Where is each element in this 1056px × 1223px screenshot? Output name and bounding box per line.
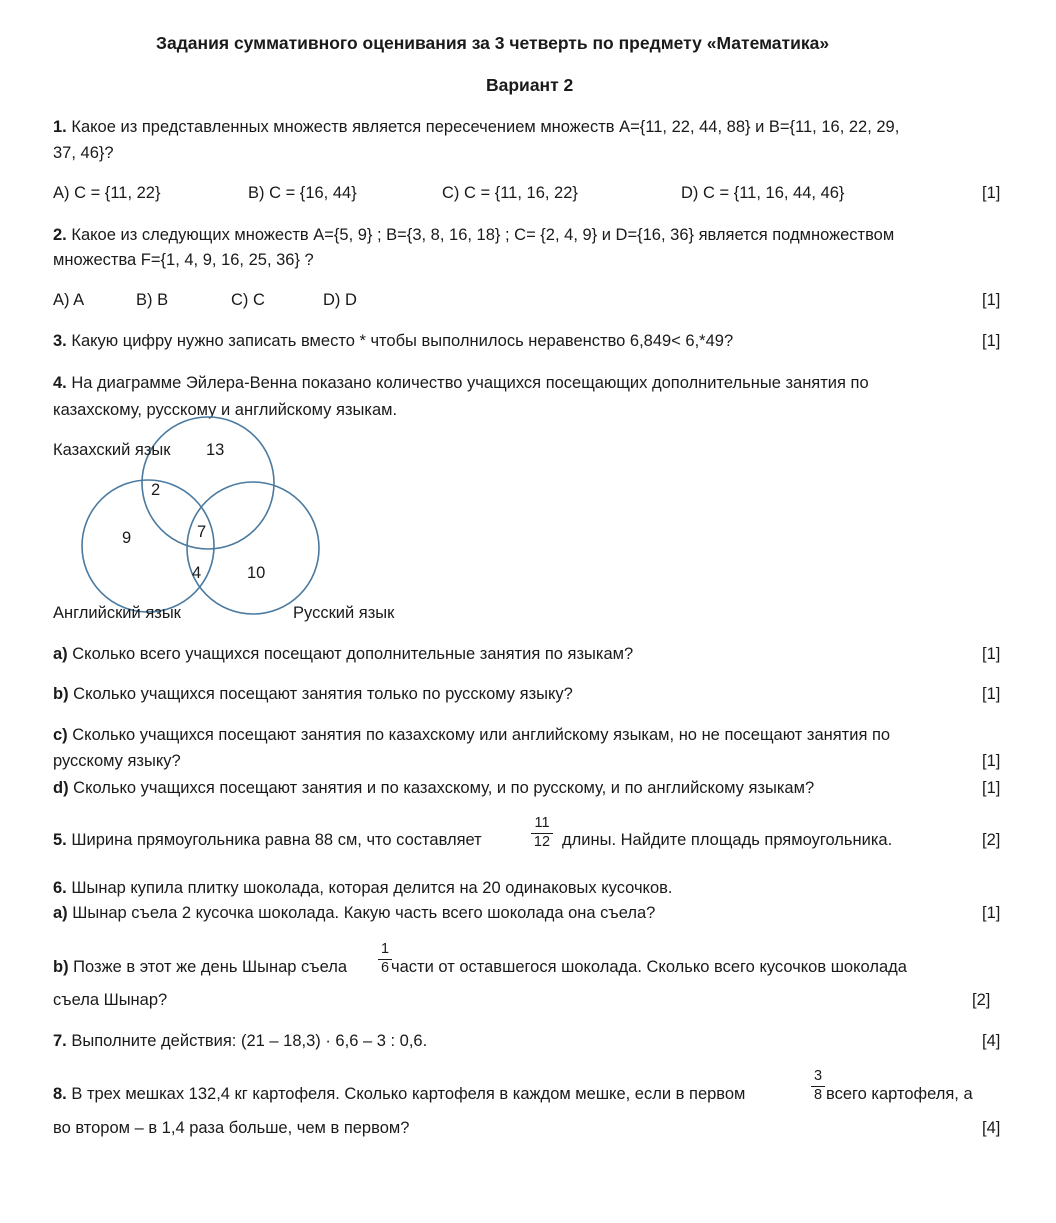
q4d-text: Сколько учащихся посещают занятия и по казахскому, и по русскому, и по английскому языкам? xyxy=(68,779,815,797)
q7-line xyxy=(53,1031,427,1051)
q4b-line xyxy=(53,684,573,704)
q5-text-after: длины. Найдите площадь прямоугольника. xyxy=(562,831,893,849)
q4c-letter: c) xyxy=(53,726,68,744)
venn-russian-only: 10 xyxy=(247,564,266,582)
q4a-letter: a) xyxy=(53,645,68,663)
q6a-line xyxy=(53,903,655,923)
venn-kazakh-only: 13 xyxy=(206,441,225,459)
q8-fraction-numerator: 3 xyxy=(813,1068,823,1084)
q4b-text: Сколько учащихся посещают занятия только по русскому языку? xyxy=(68,685,573,703)
q4d-letter: d) xyxy=(53,779,69,797)
q6-line xyxy=(53,878,672,898)
q6a-letter: a) xyxy=(53,904,68,922)
venn-circle-russian xyxy=(187,482,319,614)
q1-text-cont: 37, 46}? xyxy=(53,144,114,162)
q5-score: [2] xyxy=(982,831,1001,849)
q7-score: [4] xyxy=(982,1032,1001,1050)
q4a-line xyxy=(53,644,633,664)
q8-fraction-denominator: 8 xyxy=(813,1087,823,1103)
venn-label-kazakh: Казахский язык xyxy=(53,441,171,459)
q5-text-before: Ширина прямоугольника равна 88 см, что составляет xyxy=(66,831,482,849)
q1-option-b: B) C = {16, 44} xyxy=(248,184,357,202)
q4c-text-cont: русскому языку? xyxy=(53,752,181,770)
q7-text: Выполните действия: (21 – 18,3) · 6,6 – 3 : 0,6. xyxy=(66,1032,428,1050)
q4a-score: [1] xyxy=(982,645,1001,663)
variant-heading: Вариант 2 xyxy=(486,75,574,95)
page-title: Задания суммативного оценивания за 3 четверть по предмету «Математика» xyxy=(156,33,830,53)
q6a-score: [1] xyxy=(982,904,1001,922)
q6b-fraction-numerator: 1 xyxy=(380,941,390,957)
q4b-score: [1] xyxy=(982,685,1001,703)
q4d-score: [1] xyxy=(982,779,1001,797)
q6b-text-after: части от оставшегося шоколада. Сколько всего кусочков шоколада xyxy=(391,958,907,976)
q7-number: 7. xyxy=(53,1032,67,1050)
venn-english-russian: 4 xyxy=(192,564,202,582)
q1-text: Какое из представленных множеств является пересечением множеств А={11, 22, 44, 88} и В={11, 16, 22, 29, xyxy=(66,118,900,136)
q5-fraction-numerator: 11 xyxy=(534,815,550,831)
q8-text-after: всего картофеля, а xyxy=(826,1085,973,1103)
q6b-fraction xyxy=(378,942,392,976)
q4-number: 4. xyxy=(53,374,67,392)
q6b-text-before: Позже в этот же день Шынар съела xyxy=(68,958,348,976)
q8-line-1 xyxy=(53,1084,745,1104)
venn-circle-kazakh xyxy=(142,417,274,549)
q6b-text-cont: съела Шынар? xyxy=(53,991,168,1009)
q8-number: 8. xyxy=(53,1085,67,1103)
q2-option-a: A) A xyxy=(53,291,85,309)
q4a-text: Сколько всего учащихся посещают дополнительные занятия по языкам? xyxy=(67,645,634,663)
q8-score: [4] xyxy=(982,1119,1001,1137)
q4c-score: [1] xyxy=(982,752,1001,770)
q4c-line xyxy=(53,725,890,745)
q2-text-cont: множества F={1, 4, 9, 16, 25, 36} ? xyxy=(53,251,314,269)
q4-text-cont: казахскому, русскому и английскому языкам. xyxy=(53,401,398,419)
q6-text: Шынар купила плитку шоколада, которая делится на 20 одинаковых кусочков. xyxy=(66,879,673,897)
q1-option-d: D) C = {11, 16, 44, 46} xyxy=(681,184,845,202)
q5-line xyxy=(53,830,482,850)
q5-fraction xyxy=(531,816,553,850)
q6b-fraction-denominator: 6 xyxy=(380,960,390,976)
q2-number: 2. xyxy=(53,226,67,244)
q4d-line xyxy=(53,778,814,798)
q6b-letter: b) xyxy=(53,958,69,976)
q4c-text: Сколько учащихся посещают занятия по казахскому или английскому языкам, но не посещают занятия по xyxy=(67,726,891,744)
venn-english-only: 9 xyxy=(122,529,132,547)
q1-option-a: A) C = {11, 22} xyxy=(53,184,161,202)
q6-number: 6. xyxy=(53,879,67,897)
q8-text-cont: во втором – в 1,4 раза больше, чем в первом? xyxy=(53,1119,410,1137)
q3-text: Какую цифру нужно записать вместо * чтобы выполнилось неравенство 6,849< 6,*49? xyxy=(66,332,734,350)
q3-score: [1] xyxy=(982,332,1001,350)
q1-number: 1. xyxy=(53,118,67,136)
q6a-text: Шынар съела 2 кусочка шоколада. Какую часть всего шоколада она съела? xyxy=(67,904,656,922)
q6b-line xyxy=(53,957,347,977)
q2-option-c: C) C xyxy=(231,291,265,309)
venn-circle-english xyxy=(82,480,214,612)
q4b-letter: b) xyxy=(53,685,69,703)
q4-text: На диаграмме Эйлера-Венна показано количество учащихся посещающих дополнительные занятия по xyxy=(66,374,869,392)
q1-score: [1] xyxy=(982,184,1001,202)
q3-number: 3. xyxy=(53,332,67,350)
q8-fraction xyxy=(811,1069,825,1103)
q1-option-c: C) C = {11, 16, 22} xyxy=(442,184,578,202)
q5-fraction-denominator: 12 xyxy=(533,834,551,850)
q6b-score: [2] xyxy=(972,991,991,1009)
venn-kazakh-english: 2 xyxy=(151,481,161,499)
venn-label-english: Английский язык xyxy=(53,604,181,622)
q5-number: 5. xyxy=(53,831,67,849)
q2-score: [1] xyxy=(982,291,1001,309)
q2-option-d: D) D xyxy=(323,291,357,309)
q2-option-b: B) B xyxy=(136,291,169,309)
q2-text: Какое из следующих множеств А={5, 9} ; B={3, 8, 16, 18} ; C= {2, 4, 9} и D={16, 36} является подмножеством xyxy=(66,226,895,244)
venn-label-russian: Русский язык xyxy=(293,604,395,622)
q8-text-before: В трех мешках 132,4 кг картофеля. Сколько картофеля в каждом мешке, если в первом xyxy=(66,1085,746,1103)
venn-all-three: 7 xyxy=(197,523,207,541)
